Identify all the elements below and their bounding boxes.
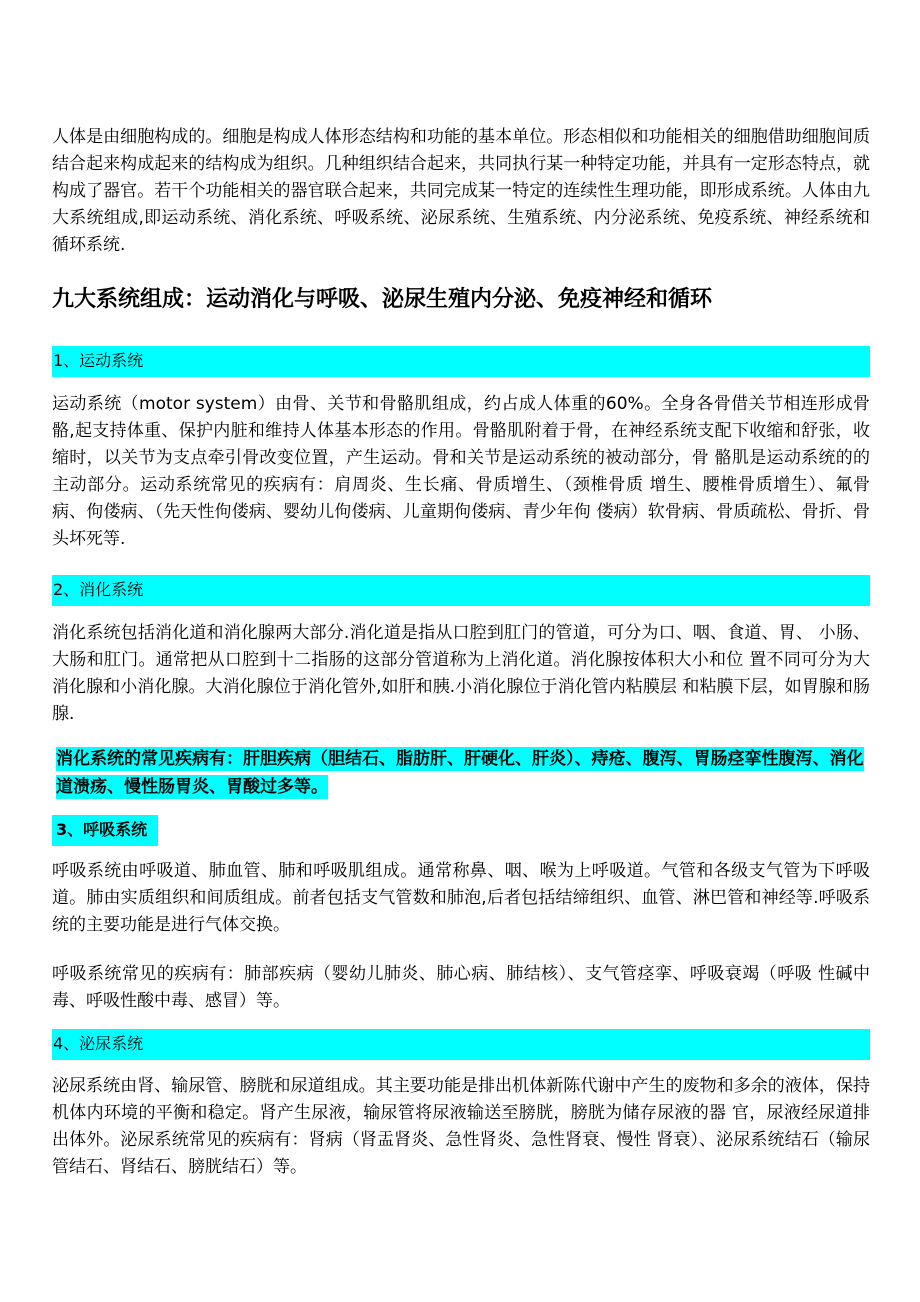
motor-system-paragraph: 运动系统（motor system）由骨、关节和骨骼肌组成，约占成人体重的60%。全身各骨借关节相连形成骨骼,起支持体重、保护内脏和维持人体基本形态的作用。骨骼肌附着于骨，在神经系统支配下收缩和舒张，收缩时，以关节为支点牵引骨改变位置，产生运动。骨和关节是运动系统的被动部分，骨 骼肌是运动系统的的主动部分。运动系统常见的疾病有：肩周炎、生长痛、骨质增生、（颈椎骨质 增生、腰椎骨质增生）、氟骨病、佝偻病、（先天性佝偻病、婴幼儿佝偻病、儿童期佝偻病、青少年佝 偻病）软骨病、骨质疏松、骨折、骨头坏死等. (52, 394, 870, 549)
document-title: 九大系统组成：运动消化与呼吸、泌尿生殖内分泌、免疫神经和循环 (52, 287, 713, 312)
section-heading-label: 1、运动系统 (53, 351, 144, 370)
section-heading-label: 2、消化系统 (53, 580, 144, 599)
urinary-system-paragraph: 泌尿系统由肾、输尿管、膀胱和尿道组成。其主要功能是排出机体新陈代谢中产生的废物和多余的液体，保持机体内环境的平衡和稳定。肾产生尿液，输尿管将尿液输送至膀胱，膀胱为储存尿液的器 官，尿液经尿道排出体外。泌尿系统常见的疾病有：肾病（肾盂肾炎、急性肾炎、急性肾衰、慢性 肾衰）、泌尿系统结石（输尿管结石、肾结石、膀胱结石）等。 (52, 1076, 870, 1177)
section-heading-digestive (52, 575, 870, 606)
section-heading-urinary (52, 1029, 870, 1060)
respiratory-diseases-paragraph: 呼吸系统常见的疾病有：肺部疾病（婴幼儿肺炎、肺心病、肺结核）、支气管痉挛、呼吸衰竭（呼吸 性碱中毒、呼吸性酸中毒、感冒）等。 (52, 964, 870, 1011)
highlighted-text: 消化系统的常见疾病有：肝胆疾病（胆结石、脂肪肝、肝硬化、肝炎）、痔疮、腹泻、胃肠痉挛性腹泻、消化道溃疡、慢性肠胃炎、胃酸过多等。 (56, 749, 864, 797)
intro-paragraph: 人体是由细胞构成的。细胞是构成人体形态结构和功能的基本单位。形态相似和功能相关的细胞借助细胞间质结合起来构成起来的结构成为组织。几种组织结合起来，共同执行某一种特定功能，并具有一定形态特点，就构成了器官。若干个功能相关的器官联合起来，共同完成某一特定的连续性生理功能，即形成系统。人体由九大系统组成,即运动系统、消化系统、呼吸系统、泌尿系统、生殖系统、内分泌系统、免疫系统、神经系统和循环系统. (52, 127, 870, 255)
section-heading-respiratory (52, 815, 158, 846)
respiratory-system-paragraph: 呼吸系统由呼吸道、肺血管、肺和呼吸肌组成。通常称鼻、咽、喉为上呼吸道。气管和各级支气管为下呼吸道。肺由实质组织和间质组成。前者包括支气管数和肺泡,后者包括结缔组织、血管、淋巴管和神经等.呼吸系统的主要功能是进行气体交换。 (52, 861, 870, 935)
section-heading-motor (52, 346, 870, 377)
section-heading-label: 4、泌尿系统 (53, 1034, 144, 1053)
digestive-diseases-highlight (56, 745, 870, 801)
digestive-system-paragraph: 消化系统包括消化道和消化腺两大部分.消化道是指从口腔到肛门的管道，可分为口、咽、食道、胃、 小肠、大肠和肛门。通常把从口腔到十二指肠的这部分管道称为上消化道。消化腺按体积大小和位 置不同可分为大消化腺和小消化腺。大消化腺位于消化管外,如肝和胰.小消化腺位于消化管内粘膜层 和粘膜下层，如胃腺和肠腺. (52, 623, 870, 724)
section-heading-label: 3、呼吸系统 (56, 820, 148, 839)
